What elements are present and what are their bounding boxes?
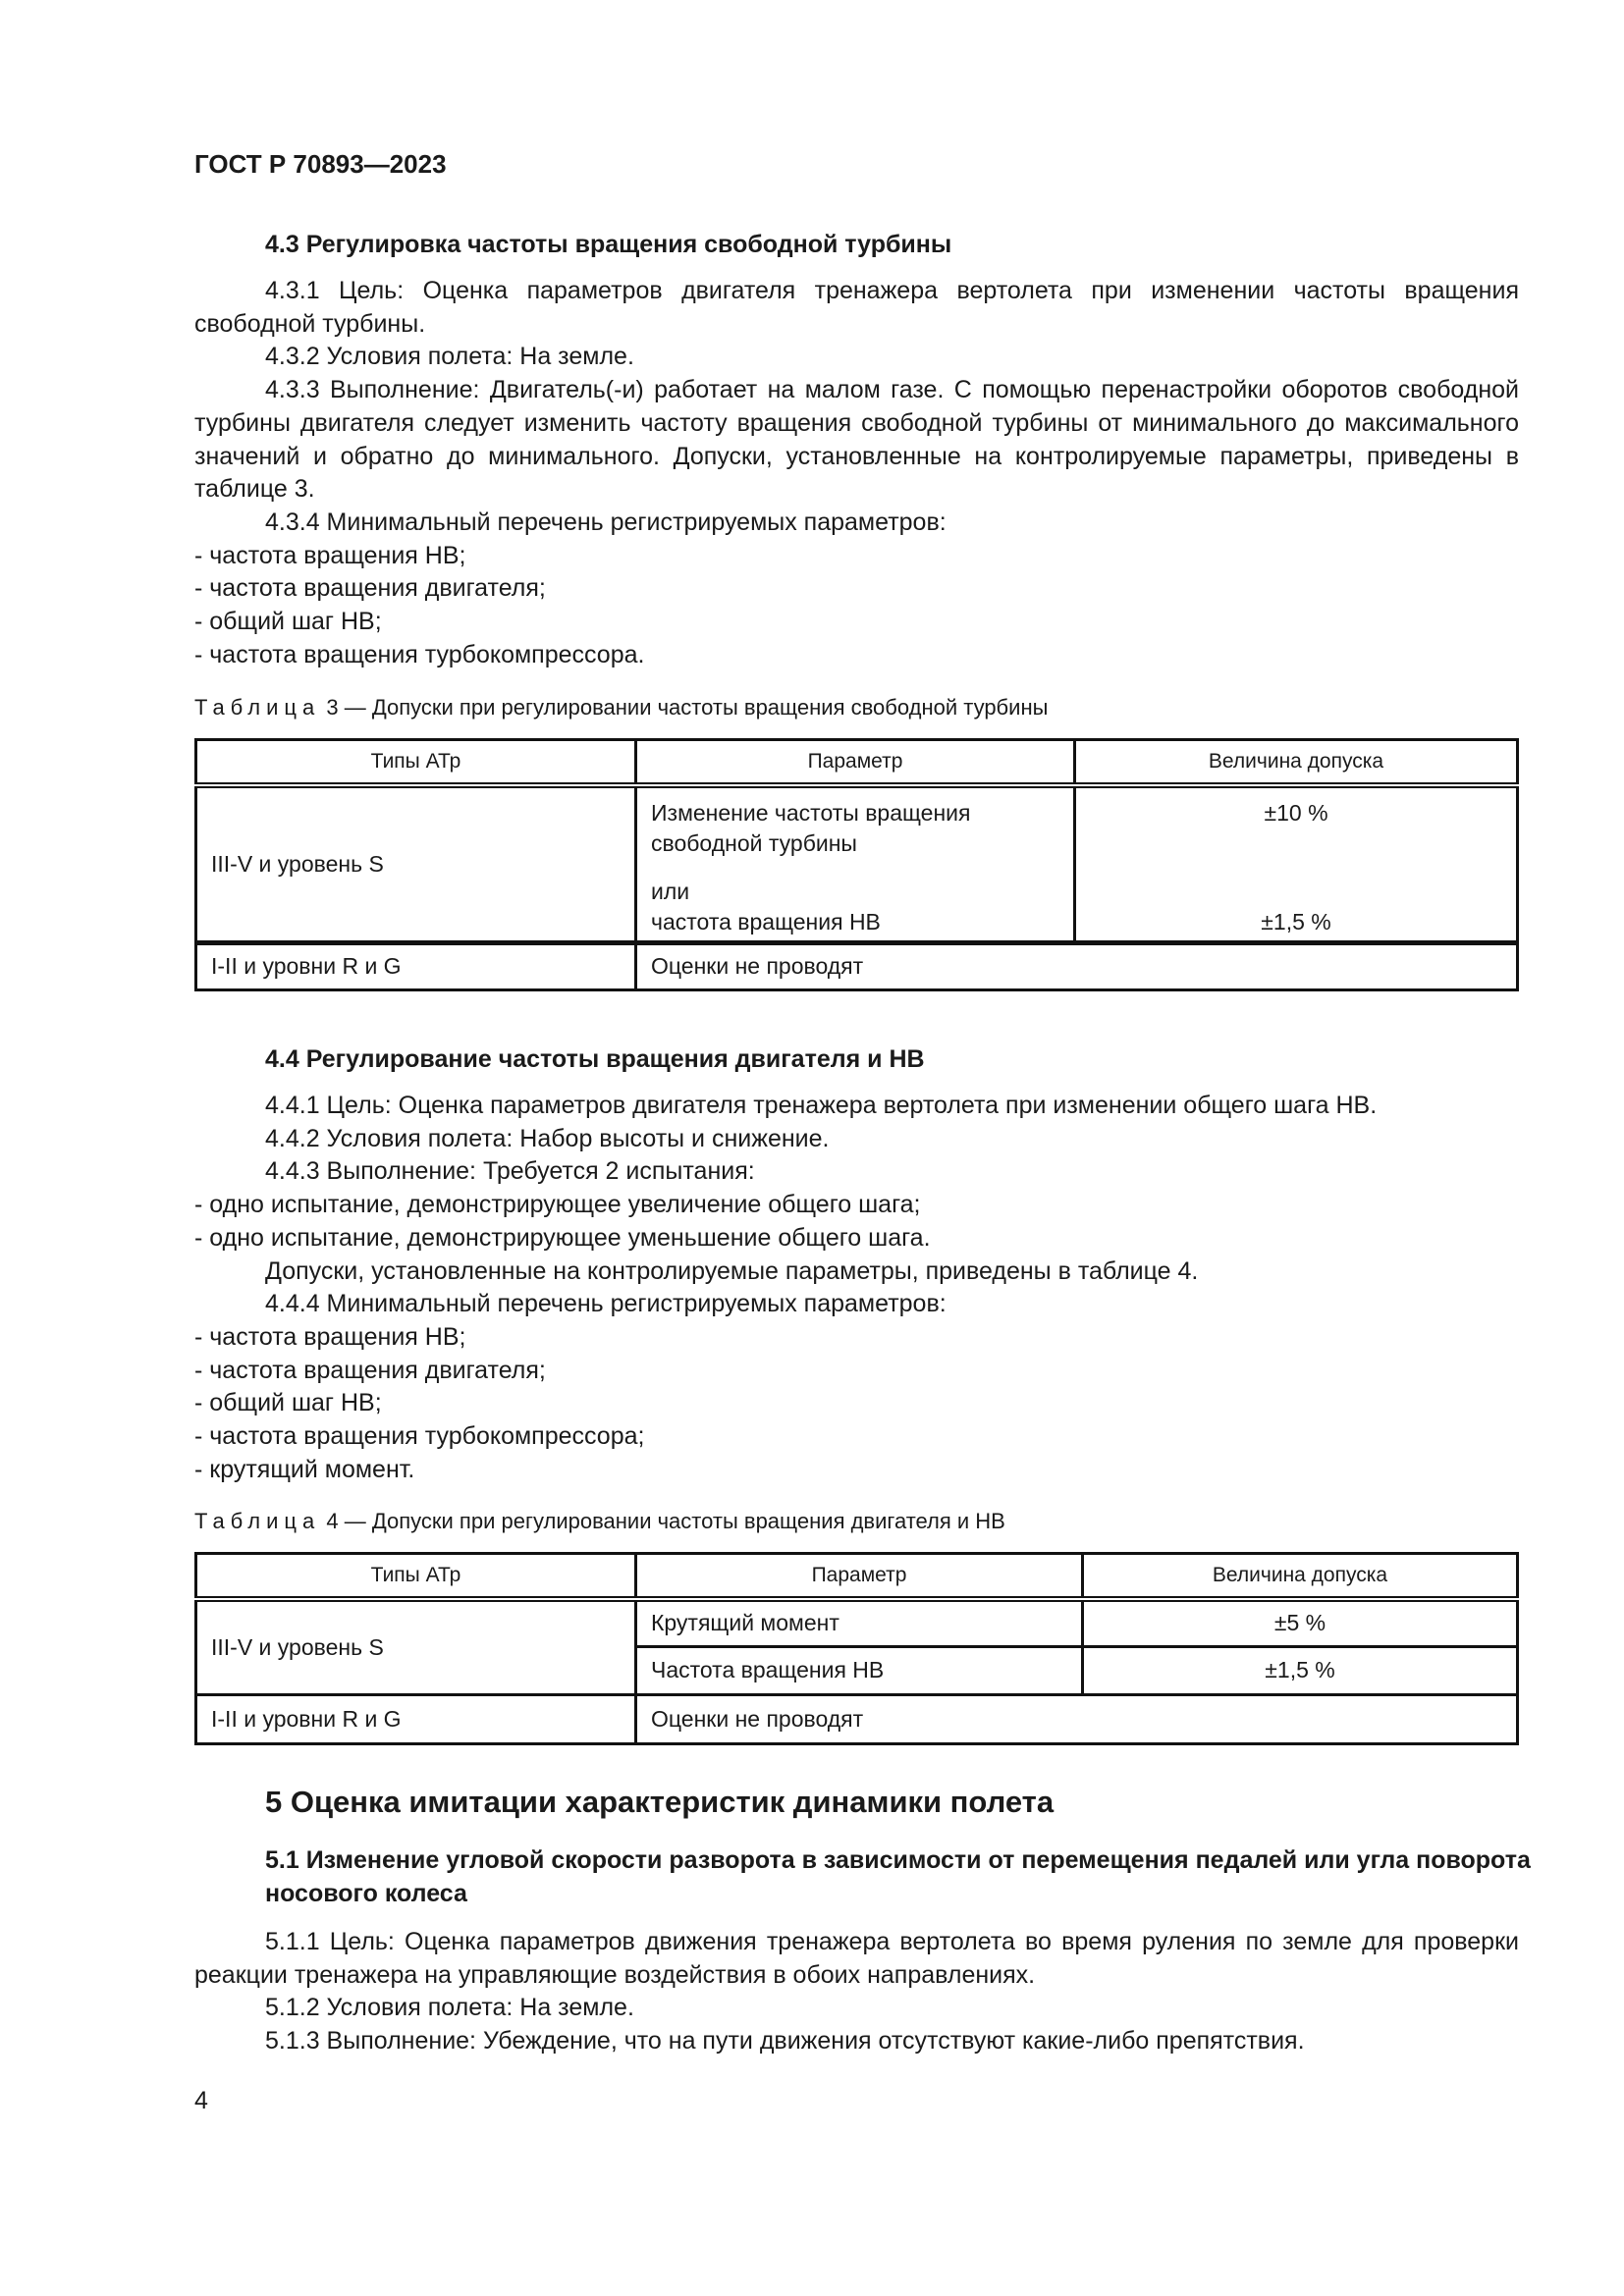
list-item: - частота вращения двигателя;	[194, 574, 546, 603]
section-heading-5-1: 5.1 Изменение угловой скорости разворота в зависимости от перемещения педалей или угла поворота носового колеса	[265, 1846, 1531, 1907]
list-item: - частота вращения турбокомпрессора.	[194, 640, 645, 668]
table-row	[196, 1599, 1518, 1646]
table-cell: I-II и уровни R и G	[196, 1694, 636, 1743]
table-cell: I-II и уровни R и G	[196, 942, 636, 989]
table-cell: Оценки не проводят	[636, 1694, 1518, 1743]
list-item: - частота вращения НВ;	[194, 1322, 466, 1351]
tolerance-value: ±10 %	[1264, 800, 1328, 826]
list-item: - общий шаг НВ;	[194, 608, 382, 636]
table-cell: ±1,5 %	[1083, 1646, 1518, 1694]
table-3-caption	[194, 695, 1519, 721]
column-header: Величина допуска	[1083, 1554, 1518, 1600]
table-cell: Оценки не проводят	[636, 942, 1518, 989]
paragraph: 5.1.2 Условия полета: На земле.	[265, 1994, 634, 2022]
param-text: частота вращения НВ	[651, 909, 881, 934]
column-header: Типы АТр	[196, 1554, 636, 1600]
table-cell: III-V и уровень S	[196, 785, 636, 942]
caption-label: Таблица	[194, 1509, 321, 1533]
param-text: Изменение частоты вращения свободной турбины	[651, 800, 971, 856]
table-row	[196, 1694, 1518, 1743]
column-header: Параметр	[636, 1554, 1083, 1600]
table-cell: III-V и уровень S	[196, 1599, 636, 1694]
paragraph: 4.3.2 Условия полета: На земле.	[265, 343, 634, 371]
table-row	[196, 942, 1518, 989]
paragraph: 5.1.3 Выполнение: Убеждение, что на пути движения отсутствуют какие-либо препятствия.	[265, 2027, 1305, 2056]
tolerance-value: ±1,5 %	[1261, 909, 1331, 934]
table-row	[196, 785, 1518, 942]
list-item: - одно испытание, демонстрирующее увеличение общего шага;	[194, 1191, 921, 1219]
column-header: Параметр	[636, 740, 1075, 786]
caption-label: Таблица	[194, 695, 321, 720]
document-header: ГОСТ Р 70893—2023	[194, 149, 447, 179]
list-item: - частота вращения турбокомпрессора;	[194, 1422, 645, 1451]
caption-text: 4 — Допуски при регулировании частоты вращения двигателя и НВ	[326, 1509, 1005, 1533]
paragraph: Допуски, установленные на контролируемые параметры, приведены в таблице 4.	[265, 1256, 1199, 1285]
list-item: - частота вращения НВ;	[194, 541, 466, 569]
paragraph: 4.4.3 Выполнение: Требуется 2 испытания:	[265, 1157, 755, 1186]
param-text: или	[651, 879, 690, 904]
paragraph: 4.4.4 Минимальный перечень регистрируемых параметров:	[265, 1290, 947, 1318]
table-4-caption	[194, 1509, 1519, 1534]
table-header-row	[196, 1554, 1518, 1600]
paragraph: 4.4.1 Цель: Оценка параметров двигателя тренажера вертолета при изменении общего шага НВ.	[265, 1092, 1378, 1119]
column-header: Величина допуска	[1075, 740, 1518, 786]
section-body-5-1	[194, 1926, 1519, 2058]
section-heading-5: 5 Оценка имитации характеристик динамики полета	[265, 1785, 1055, 1819]
list-item: - общий шаг НВ;	[194, 1389, 382, 1417]
section-heading-4-3: 4.3 Регулировка частоты вращения свободной турбины	[265, 231, 952, 258]
table-cell	[636, 785, 1075, 942]
section-body-4-4	[194, 1090, 1519, 1486]
paragraph: 4.3.4 Минимальный перечень регистрируемых параметров:	[265, 507, 947, 536]
paragraph: 4.3.3 Выполнение: Двигатель(-и) работает на малом газе. С помощью перенастройки оборотов свободной турбины двигателя следует изменить частоту вращения свободной турбины от минимального до максимального значений и обратно до минимального. Допуски, установленные на контролируемые параметры, приведены в таблице 3.	[194, 376, 1519, 504]
list-item: - одно испытание, демонстрирующее уменьшение общего шага.	[194, 1223, 931, 1252]
caption-text: 3 — Допуски при регулировании частоты вращения свободной турбины	[326, 695, 1049, 720]
table-header-row	[196, 740, 1518, 786]
table-3	[194, 738, 1519, 991]
table-cell: ±5 %	[1083, 1599, 1518, 1646]
column-header: Типы АТр	[196, 740, 636, 786]
paragraph: 4.4.2 Условия полета: Набор высоты и снижение.	[265, 1124, 830, 1152]
table-4	[194, 1552, 1519, 1745]
paragraph: 5.1.1 Цель: Оценка параметров движения тренажера вертолета во время руления по земле для проверки реакции тренажера на управляющие воздействия в обоих направлениях.	[194, 1928, 1519, 1989]
list-item: - крутящий момент.	[194, 1455, 415, 1483]
table-cell: Частота вращения НВ	[636, 1646, 1083, 1694]
table-cell	[1075, 785, 1518, 942]
paragraph: 4.3.1 Цель: Оценка параметров двигателя тренажера вертолета при изменении частоты вращения свободной турбины.	[194, 277, 1519, 338]
page-number: 4	[194, 2087, 208, 2114]
list-item: - частота вращения двигателя;	[194, 1356, 546, 1384]
section-body-4-3	[194, 275, 1519, 671]
table-cell: Крутящий момент	[636, 1599, 1083, 1646]
section-heading-4-4: 4.4 Регулирование частоты вращения двигателя и НВ	[265, 1045, 925, 1073]
